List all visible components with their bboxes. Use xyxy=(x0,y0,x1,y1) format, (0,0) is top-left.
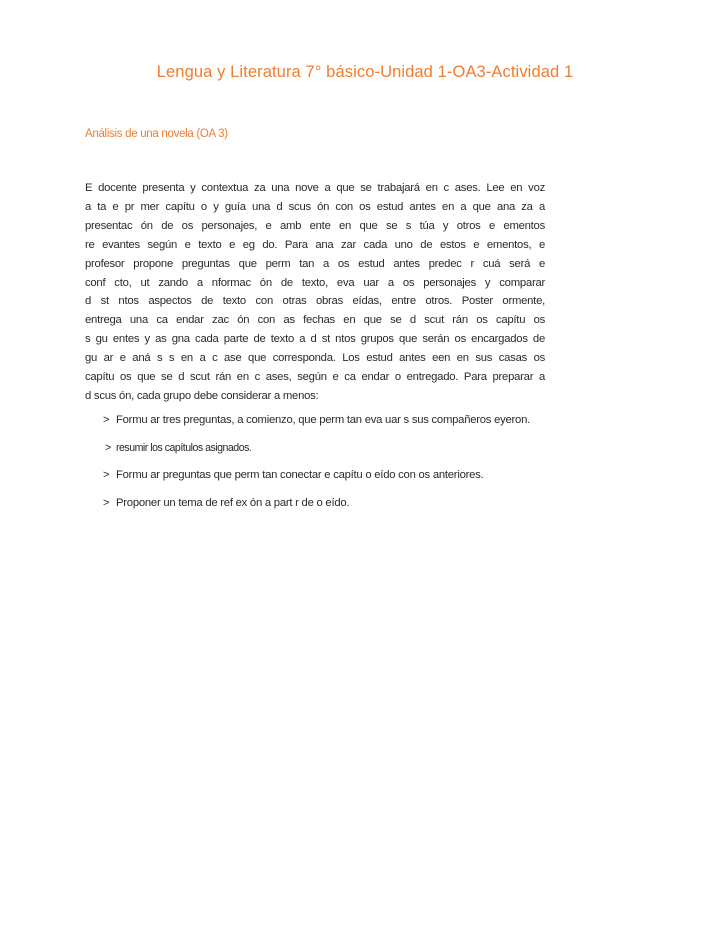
paragraph-line: conf cto, ut zando a nformac ón de texto, eva uar a os personajes y comparar xyxy=(85,276,545,289)
paragraph-line: presentac ón de os personajes, e amb ente en que se s túa y otros e ementos xyxy=(85,219,545,232)
paragraph-line: s gu entes y as gna cada parte de texto a d st ntos grupos que serán os encargados de xyxy=(85,333,545,346)
list-item-text: Proponer un tema de ref ex ón a part r de o eído. xyxy=(116,496,350,509)
paragraph-line: entrega una ca endar zac ón con as fechas en que se d scut rán os capítu os xyxy=(85,314,545,327)
paragraph-line: d st ntos aspectos de texto con otras obras eídas, entre otros. Poster ormente, xyxy=(85,295,545,308)
list-item-text: Formu ar tres preguntas, a comienzo, que perm tan eva uar s sus compañeros eyeron. xyxy=(116,414,531,426)
list-item xyxy=(105,439,547,458)
chevron-right-icon: > xyxy=(103,414,110,426)
list-item xyxy=(103,494,547,513)
section-subtitle: Análisis de una novela (OA 3) xyxy=(85,128,228,140)
list-item-text: resumir los capítulos asignados. xyxy=(116,441,252,454)
requirements-list xyxy=(103,411,547,521)
paragraph-line: a ta e pr mer capítu o y guía una d scus ón con os estud antes en a que ana za a xyxy=(85,200,545,213)
paragraph-line: gu ar e aná s s en a c ase que corresponda. Los estud antes een en sus casas os xyxy=(85,352,545,365)
chevron-right-icon: > xyxy=(103,469,110,481)
paragraph-line: E docente presenta y contextua za una nove a que se trabajará en c ases. Lee en voz xyxy=(85,182,545,194)
activity-paragraph xyxy=(85,179,545,406)
chevron-right-icon: > xyxy=(103,496,110,509)
list-item xyxy=(103,411,547,430)
chevron-right-icon: > xyxy=(105,441,111,454)
list-item-text: Formu ar preguntas que perm tan conectar e capítu o eído con os anteriores. xyxy=(116,469,484,481)
document-title: Lengua y Literatura 7° básico-Unidad 1-OA3-Actividad 1 xyxy=(156,63,574,81)
paragraph-line: profesor propone preguntas que perm tan a os estud antes predec r cuá será e xyxy=(85,257,545,270)
paragraph-line: d scus ón, cada grupo debe considerar a menos: xyxy=(85,389,319,402)
paragraph-line: re evantes según e texto e eg do. Para ana zar cada uno de estos e ementos, e xyxy=(85,238,545,251)
list-item xyxy=(103,466,547,485)
paragraph-line: capítu os que se d scut rán en c ases, según e ca endar o entregado. Para preparar a xyxy=(85,371,545,384)
